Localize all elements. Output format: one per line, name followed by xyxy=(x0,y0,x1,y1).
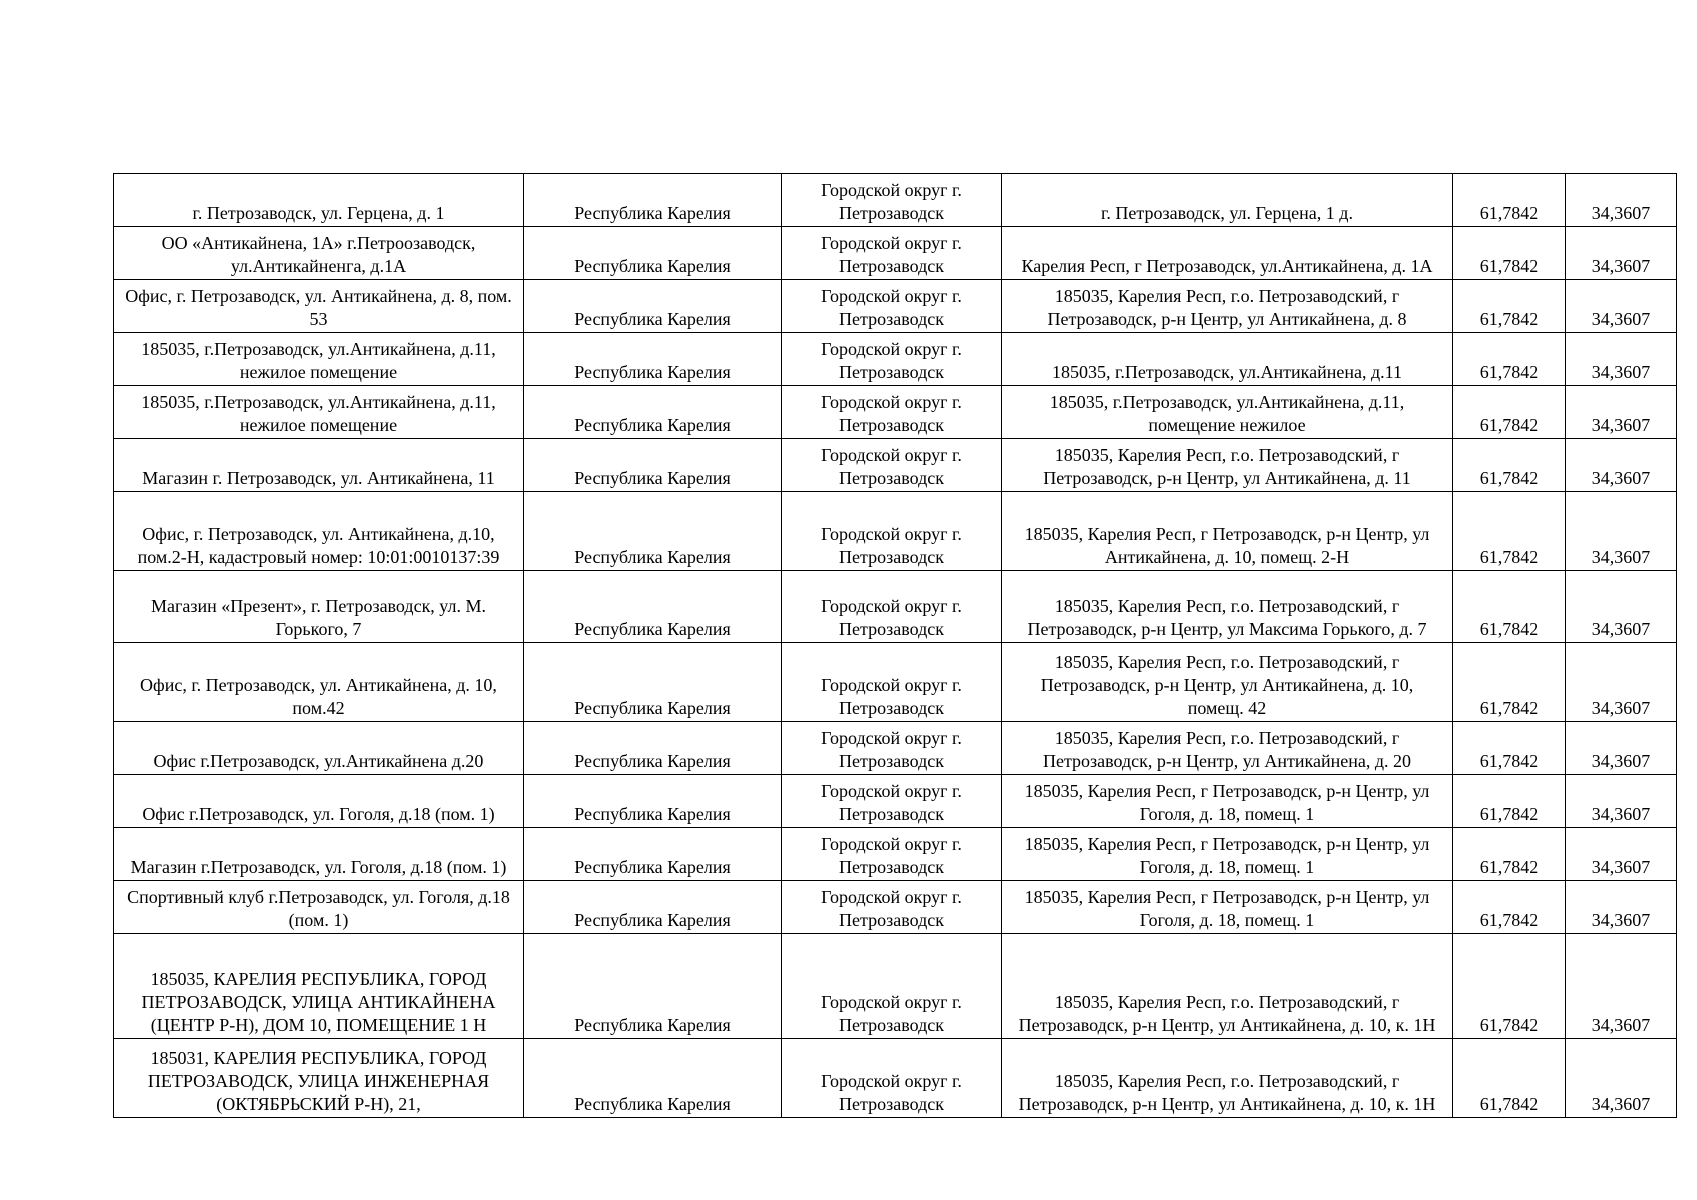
longitude-cell: 34,3607 xyxy=(1566,439,1677,492)
latitude-cell: 61,7842 xyxy=(1453,492,1566,571)
table-row xyxy=(114,722,1677,775)
table-row xyxy=(114,174,1677,227)
municipality-cell: Городской округ г. Петрозаводск xyxy=(782,571,1002,643)
address-cell: 185035, Карелия Респ, г.о. Петрозаводский, г Петрозаводск, р-н Центр, ул Антикайнена, д. 10, к. 1Н xyxy=(1002,1039,1453,1118)
longitude-cell: 34,3607 xyxy=(1566,280,1677,333)
region-cell: Республика Карелия xyxy=(524,571,782,643)
latitude-cell: 61,7842 xyxy=(1453,571,1566,643)
region-cell: Республика Карелия xyxy=(524,643,782,722)
region-cell: Республика Карелия xyxy=(524,775,782,828)
locations-table xyxy=(113,173,1677,1118)
table-row xyxy=(114,439,1677,492)
object-name-cell: 185035, г.Петрозаводск, ул.Антикайнена, д.11, нежилое помещение xyxy=(114,386,524,439)
latitude-cell: 61,7842 xyxy=(1453,1039,1566,1118)
longitude-cell: 34,3607 xyxy=(1566,492,1677,571)
municipality-cell: Городской округ г. Петрозаводск xyxy=(782,1039,1002,1118)
latitude-cell: 61,7842 xyxy=(1453,828,1566,881)
object-name-cell: Офис, г. Петрозаводск, ул. Антикайнена, д. 8, пом. 53 xyxy=(114,280,524,333)
region-cell: Республика Карелия xyxy=(524,386,782,439)
municipality-cell: Городской округ г. Петрозаводск xyxy=(782,775,1002,828)
latitude-cell: 61,7842 xyxy=(1453,280,1566,333)
longitude-cell: 34,3607 xyxy=(1566,643,1677,722)
latitude-cell: 61,7842 xyxy=(1453,934,1566,1039)
longitude-cell: 34,3607 xyxy=(1566,775,1677,828)
municipality-cell: Городской округ г. Петрозаводск xyxy=(782,333,1002,386)
table-row xyxy=(114,828,1677,881)
object-name-cell: ОО «Антикайнена, 1А» г.Петроозаводск, ул.Антикайненга, д.1А xyxy=(114,227,524,280)
latitude-cell: 61,7842 xyxy=(1453,386,1566,439)
address-cell: 185035, г.Петрозаводск, ул.Антикайнена, д.11 xyxy=(1002,333,1453,386)
longitude-cell: 34,3607 xyxy=(1566,722,1677,775)
latitude-cell: 61,7842 xyxy=(1453,439,1566,492)
longitude-cell: 34,3607 xyxy=(1566,934,1677,1039)
table-row xyxy=(114,280,1677,333)
latitude-cell: 61,7842 xyxy=(1453,333,1566,386)
longitude-cell: 34,3607 xyxy=(1566,227,1677,280)
object-name-cell: Офис г.Петрозаводск, ул. Гоголя, д.18 (пом. 1) xyxy=(114,775,524,828)
address-cell: 185035, Карелия Респ, г Петрозаводск, р-н Центр, ул Антикайнена, д. 10, помещ. 2-Н xyxy=(1002,492,1453,571)
region-cell: Республика Карелия xyxy=(524,1039,782,1118)
table-row xyxy=(114,1039,1677,1118)
address-cell: 185035, Карелия Респ, г Петрозаводск, р-н Центр, ул Гоголя, д. 18, помещ. 1 xyxy=(1002,881,1453,934)
longitude-cell: 34,3607 xyxy=(1566,881,1677,934)
municipality-cell: Городской округ г. Петрозаводск xyxy=(782,439,1002,492)
table-body xyxy=(114,174,1677,1118)
municipality-cell: Городской округ г. Петрозаводск xyxy=(782,722,1002,775)
object-name-cell: 185035, г.Петрозаводск, ул.Антикайнена, д.11, нежилое помещение xyxy=(114,333,524,386)
table-row xyxy=(114,881,1677,934)
address-cell: Карелия Респ, г Петрозаводск, ул.Антикайнена, д. 1А xyxy=(1002,227,1453,280)
municipality-cell: Городской округ г. Петрозаводск xyxy=(782,881,1002,934)
address-cell: 185035, Карелия Респ, г Петрозаводск, р-н Центр, ул Гоголя, д. 18, помещ. 1 xyxy=(1002,828,1453,881)
address-cell: 185035, Карелия Респ, г.о. Петрозаводский, г Петрозаводск, р-н Центр, ул Антикайнена, д. 10, к. 1Н xyxy=(1002,934,1453,1039)
table-row xyxy=(114,571,1677,643)
municipality-cell: Городской округ г. Петрозаводск xyxy=(782,643,1002,722)
latitude-cell: 61,7842 xyxy=(1453,643,1566,722)
latitude-cell: 61,7842 xyxy=(1453,174,1566,227)
object-name-cell: Офис, г. Петрозаводск, ул. Антикайнена, д. 10, пом.42 xyxy=(114,643,524,722)
region-cell: Республика Карелия xyxy=(524,722,782,775)
address-cell: г. Петрозаводск, ул. Герцена, 1 д. xyxy=(1002,174,1453,227)
municipality-cell: Городской округ г. Петрозаводск xyxy=(782,828,1002,881)
longitude-cell: 34,3607 xyxy=(1566,386,1677,439)
address-cell: 185035, Карелия Респ, г.о. Петрозаводский, г Петрозаводск, р-н Центр, ул Максима Горького, д. 7 xyxy=(1002,571,1453,643)
object-name-cell: Офис г.Петрозаводск, ул.Антикайнена д.20 xyxy=(114,722,524,775)
region-cell: Республика Карелия xyxy=(524,227,782,280)
address-cell: 185035, Карелия Респ, г Петрозаводск, р-н Центр, ул Гоголя, д. 18, помещ. 1 xyxy=(1002,775,1453,828)
table-row xyxy=(114,386,1677,439)
region-cell: Республика Карелия xyxy=(524,881,782,934)
longitude-cell: 34,3607 xyxy=(1566,333,1677,386)
longitude-cell: 34,3607 xyxy=(1566,1039,1677,1118)
object-name-cell: 185035, КАРЕЛИЯ РЕСПУБЛИКА, ГОРОД ПЕТРОЗАВОДСК, УЛИЦА АНТИКАЙНЕНА (ЦЕНТР Р-Н), ДОМ 10, ПОМЕЩЕНИЕ 1 Н xyxy=(114,934,524,1039)
longitude-cell: 34,3607 xyxy=(1566,174,1677,227)
address-cell: 185035, Карелия Респ, г.о. Петрозаводский, г Петрозаводск, р-н Центр, ул Антикайнена, д. 20 xyxy=(1002,722,1453,775)
latitude-cell: 61,7842 xyxy=(1453,227,1566,280)
address-cell: 185035, Карелия Респ, г.о. Петрозаводский, г Петрозаводск, р-н Центр, ул Антикайнена, д. 11 xyxy=(1002,439,1453,492)
longitude-cell: 34,3607 xyxy=(1566,571,1677,643)
address-cell: 185035, г.Петрозаводск, ул.Антикайнена, д.11, помещение нежилое xyxy=(1002,386,1453,439)
object-name-cell: Магазин г. Петрозаводск, ул. Антикайнена, 11 xyxy=(114,439,524,492)
object-name-cell: 185031, КАРЕЛИЯ РЕСПУБЛИКА, ГОРОД ПЕТРОЗАВОДСК, УЛИЦА ИНЖЕНЕРНАЯ (ОКТЯБРЬСКИЙ Р-Н), 21, xyxy=(114,1039,524,1118)
object-name-cell: Офис, г. Петрозаводск, ул. Антикайнена, д.10, пом.2-Н, кадастровый номер: 10:01:0010137:39 xyxy=(114,492,524,571)
municipality-cell: Городской округ г. Петрозаводск xyxy=(782,492,1002,571)
region-cell: Республика Карелия xyxy=(524,174,782,227)
municipality-cell: Городской округ г. Петрозаводск xyxy=(782,227,1002,280)
table-row xyxy=(114,775,1677,828)
table-row xyxy=(114,227,1677,280)
region-cell: Республика Карелия xyxy=(524,439,782,492)
region-cell: Республика Карелия xyxy=(524,333,782,386)
municipality-cell: Городской округ г. Петрозаводск xyxy=(782,386,1002,439)
region-cell: Республика Карелия xyxy=(524,934,782,1039)
latitude-cell: 61,7842 xyxy=(1453,881,1566,934)
region-cell: Республика Карелия xyxy=(524,280,782,333)
municipality-cell: Городской округ г. Петрозаводск xyxy=(782,280,1002,333)
municipality-cell: Городской округ г. Петрозаводск xyxy=(782,174,1002,227)
table-row xyxy=(114,333,1677,386)
table-row xyxy=(114,643,1677,722)
longitude-cell: 34,3607 xyxy=(1566,828,1677,881)
address-cell: 185035, Карелия Респ, г.о. Петрозаводский, г Петрозаводск, р-н Центр, ул Антикайнена, д. 8 xyxy=(1002,280,1453,333)
latitude-cell: 61,7842 xyxy=(1453,775,1566,828)
region-cell: Республика Карелия xyxy=(524,828,782,881)
municipality-cell: Городской округ г. Петрозаводск xyxy=(782,934,1002,1039)
object-name-cell: Спортивный клуб г.Петрозаводск, ул. Гоголя, д.18 (пом. 1) xyxy=(114,881,524,934)
region-cell: Республика Карелия xyxy=(524,492,782,571)
object-name-cell: Магазин г.Петрозаводск, ул. Гоголя, д.18 (пом. 1) xyxy=(114,828,524,881)
object-name-cell: г. Петрозаводск, ул. Герцена, д. 1 xyxy=(114,174,524,227)
object-name-cell: Магазин «Презент», г. Петрозаводск, ул. М. Горького, 7 xyxy=(114,571,524,643)
table-row xyxy=(114,492,1677,571)
latitude-cell: 61,7842 xyxy=(1453,722,1566,775)
address-cell: 185035, Карелия Респ, г.о. Петрозаводский, г Петрозаводск, р-н Центр, ул Антикайнена, д. 10, помещ. 42 xyxy=(1002,643,1453,722)
table-row xyxy=(114,934,1677,1039)
